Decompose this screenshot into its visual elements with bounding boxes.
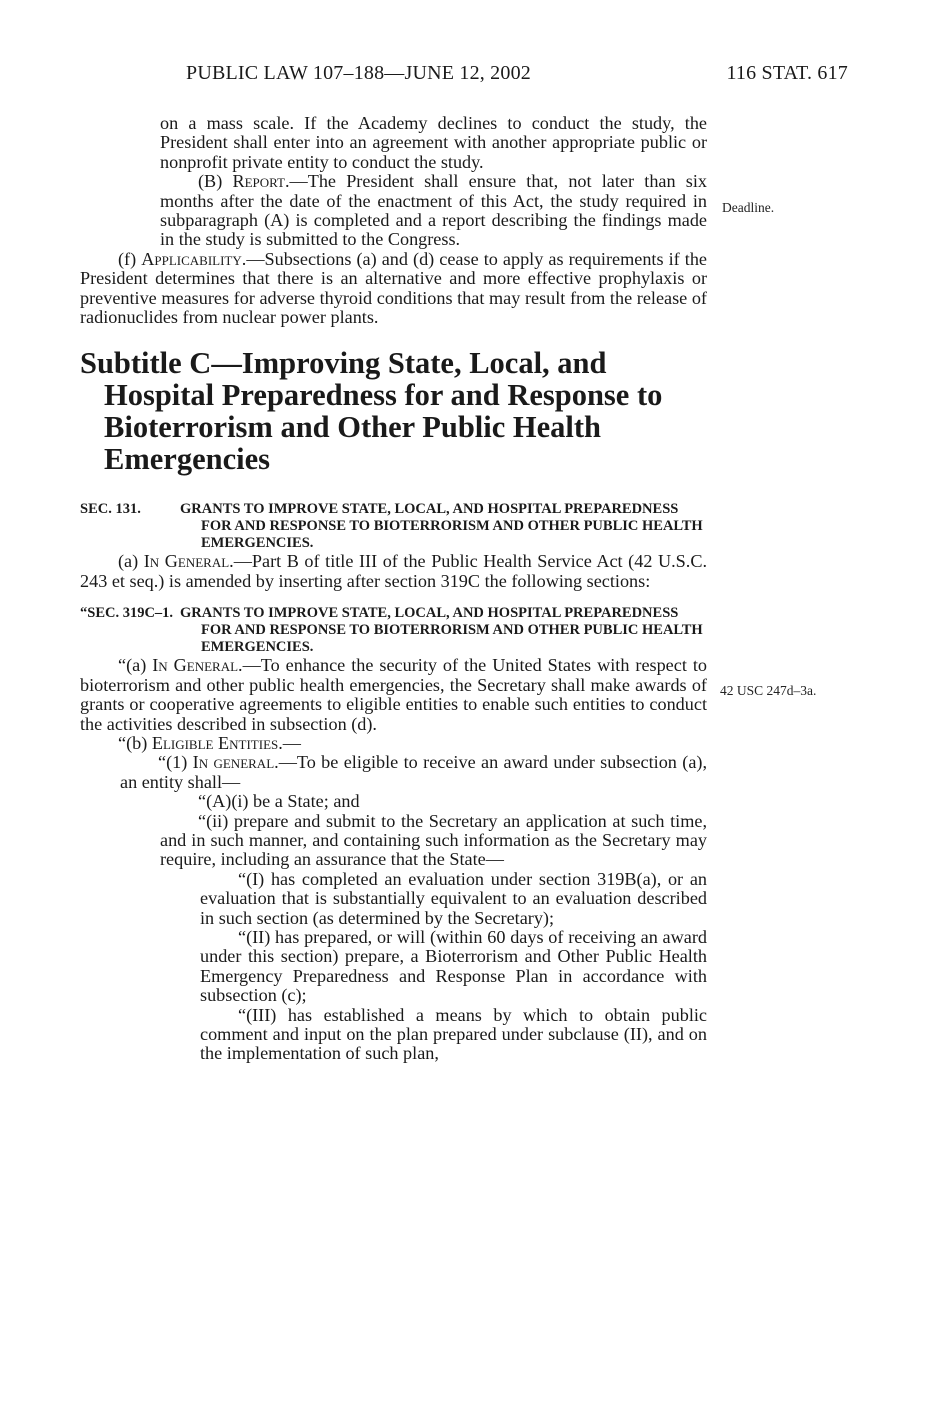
para-label: (f) [118,248,142,269]
paragraph-b-report [80,172,707,250]
section-131-a [80,552,707,591]
para-heading: In general [192,752,275,773]
running-title: PUBLIC LAW 107–188—JUNE 12, 2002 [186,62,531,84]
section-131-heading [80,501,707,552]
section-title: GRANTS TO IMPROVE STATE, LOCAL, AND HOSPITAL PREPAREDNESS FOR AND RESPONSE TO BIOTERRORISM AND OTHER PUBLIC HEALTH EMERGENCIES. [180,501,703,552]
subclause-II: “(II) has prepared, or will (within 60 days of receiving an award under this section) prepare, a Bioterrorism and Other Public Health Emergency Preparedness and Response Plan in accordance with subsection (c); [200,926,707,1006]
para-label: “(1) [158,752,193,773]
para-text: .—Part B of title III of the Public Health Service Act (42 U.S.C. 243 et seq.) is amended by inserting after section 319C the following sections: [80,551,707,591]
para-label: (a) [118,551,144,572]
section-319c1-b1 [80,753,707,792]
subclause-I: “(I) has completed an evaluation under section 319B(a), or an evaluation that is substantially equivalent to an evaluation described in such section (as determined by the Secretary); [200,868,707,928]
clause-a-i: “(A)(i) be a State; and [198,791,360,812]
section-319c1-a [80,656,707,734]
section-319c1-b [80,734,707,753]
para-heading: In General [152,655,239,676]
margin-note-usc-citation: 42 USC 247d–3a. [720,683,817,698]
clause-ii: “(ii) prepare and submit to the Secretary an application at such time, and in such manner, and containing such information as the Secretary may require, including an assurance that the State— [160,810,707,870]
para-label: “(a) [118,655,153,676]
para-label: “(b) [118,732,152,753]
section-number: “SEC. 319C–1. [80,605,174,622]
section-319c1-heading [80,605,707,656]
page-header [0,62,950,92]
para-text: .—The President shall ensure that, not later than six months after the date of the enactment of this Act, the study required in subparagraph (A) is completed and a report describing the findings made in the study is submitted to the Congress. [160,171,708,250]
body-text [80,114,707,1064]
para-text: .— [278,732,301,753]
stat-page-number: 116 STAT. 617 [726,62,848,84]
para-text: .—To enhance the security of the United States with respect to bioterrorism and other public health emergencies, the Secretary shall make awards of grants or cooperative agreements to eligible entities to enable such entities to conduct the activities described in subsection (d). [80,655,707,734]
para-heading: Report [232,171,285,192]
para-text: .—To be eligible to receive an award under subsection (a), an entity shall— [120,752,708,792]
para-heading: Applicability [141,248,242,269]
para-text: .—Subsections (a) and (d) cease to apply as requirements if the President determines that there is an alternative and more effective prophylaxis or preventive measures for adverse thyroid conditions that may result from the release of radionuclides from nuclear power plants. [80,248,707,328]
section-number: SEC. 131. [80,501,141,518]
para-label: (B) [198,171,233,192]
margin-note-deadline: Deadline. [722,200,775,215]
subtitle-heading: Subtitle C—Improving State, Local, and Hospital Preparedness for and Response to Bioterrorism and Other Public Health Emergencies [80,346,663,477]
paragraph-f-applicability [80,250,707,328]
para-heading: Eligible Entities [151,732,279,753]
para-heading: In General [143,551,230,572]
subclause-III: “(III) has established a means by which to obtain public comment and input on the plan prepared under subclause (II), and on the implementation of such plan, [200,1004,707,1064]
paragraph-continued: on a mass scale. If the Academy declines to conduct the study, the President shall enter into an agreement with another appropriate public or nonprofit private entity to conduct the study. [160,113,707,172]
section-title: GRANTS TO IMPROVE STATE, LOCAL, AND HOSPITAL PREPAREDNESS FOR AND RESPONSE TO BIOTERRORISM AND OTHER PUBLIC HEALTH EMERGENCIES. [180,605,703,656]
